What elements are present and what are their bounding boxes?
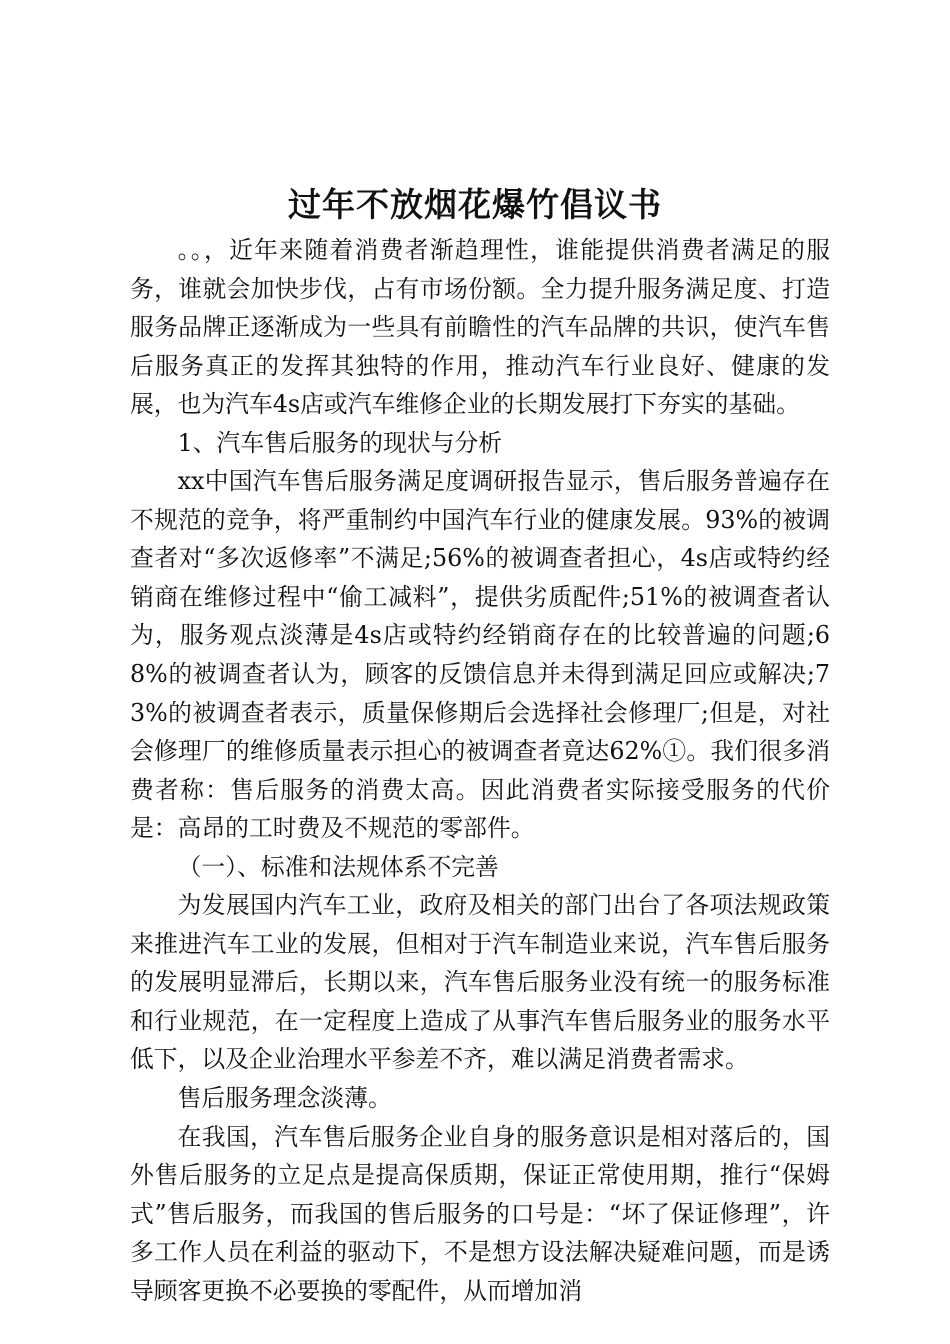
document-body: [130, 231, 830, 1310]
section-heading-1: 1、汽车售后服务的现状与分析: [177, 428, 503, 457]
service-concept-paragraph: 在我国，汽车售后服务企业自身的服务意识是相对落后的，国外售后服务的立足点是提高保质期，保证正常使用期，推行“保姆式”售后服务，而我国的售后服务的口号是：“坏了保证修理”，许多工作人员在利益的驱动下，不是想方设法解决疑难问题，而是诱导顾客更换不必要换的零配件，从而增加消: [130, 1122, 830, 1305]
section-heading-standards: （一）、标准和法规体系不完善: [177, 852, 499, 881]
intro-paragraph: 。。，近年来随着消费者渐趋理性，谁能提供消费者满足的服务，谁就会加快步伐，占有市场份额。全力提升服务满足度、打造服务品牌正逐渐成为一些具有前瞻性的汽车品牌的共识，使汽车售后服务真正的发挥其独特的作用，推动汽车行业良好、健康的发展，也为汽车4s店或汽车维修企业的长期发展打下夯实的基础。: [130, 236, 830, 419]
section-heading-service-concept: 售后服务理念淡薄。: [177, 1084, 392, 1113]
document-title: 过年不放烟花爆竹倡议书: [288, 185, 662, 224]
standards-paragraph: 为发展国内汽车工业，政府及相关的部门出台了各项法规政策来推进汽车工业的发展，但相对于汽车制造业来说，汽车售后服务的发展明显滞后，长期以来，汽车售后服务业没有统一的服务标准和行业规范，在一定程度上造成了从事汽车售后服务业的服务水平低下，以及企业治理水平参差不齐，难以满足消费者需求。: [130, 891, 830, 1074]
survey-paragraph: xx中国汽车售后服务满足度调研报告显示，售后服务普遍存在不规范的竞争，将严重制约中国汽车行业的健康发展。93%的被调查者对“多次返修率”不满足;56%的被调查者担心，4s店或特约经销商在维修过程中“偷工减料”，提供劣质配件;51%的被调查者认为，服务观点淡薄是4s店或特约经销商存在的比较普遍的问题;68%的被调查者认为，顾客的反馈信息并未得到满足回应或解决;73%的被调查者表示，质量保修期后会选择社会修理厂;但是，对社会修理厂的维修质量表示担心的被调查者竟达62%①。我们很多消费者称：售后服务的消费太高。因此消费者实际接受服务的代价是：高昂的工时费及不规范的零部件。: [130, 467, 830, 843]
